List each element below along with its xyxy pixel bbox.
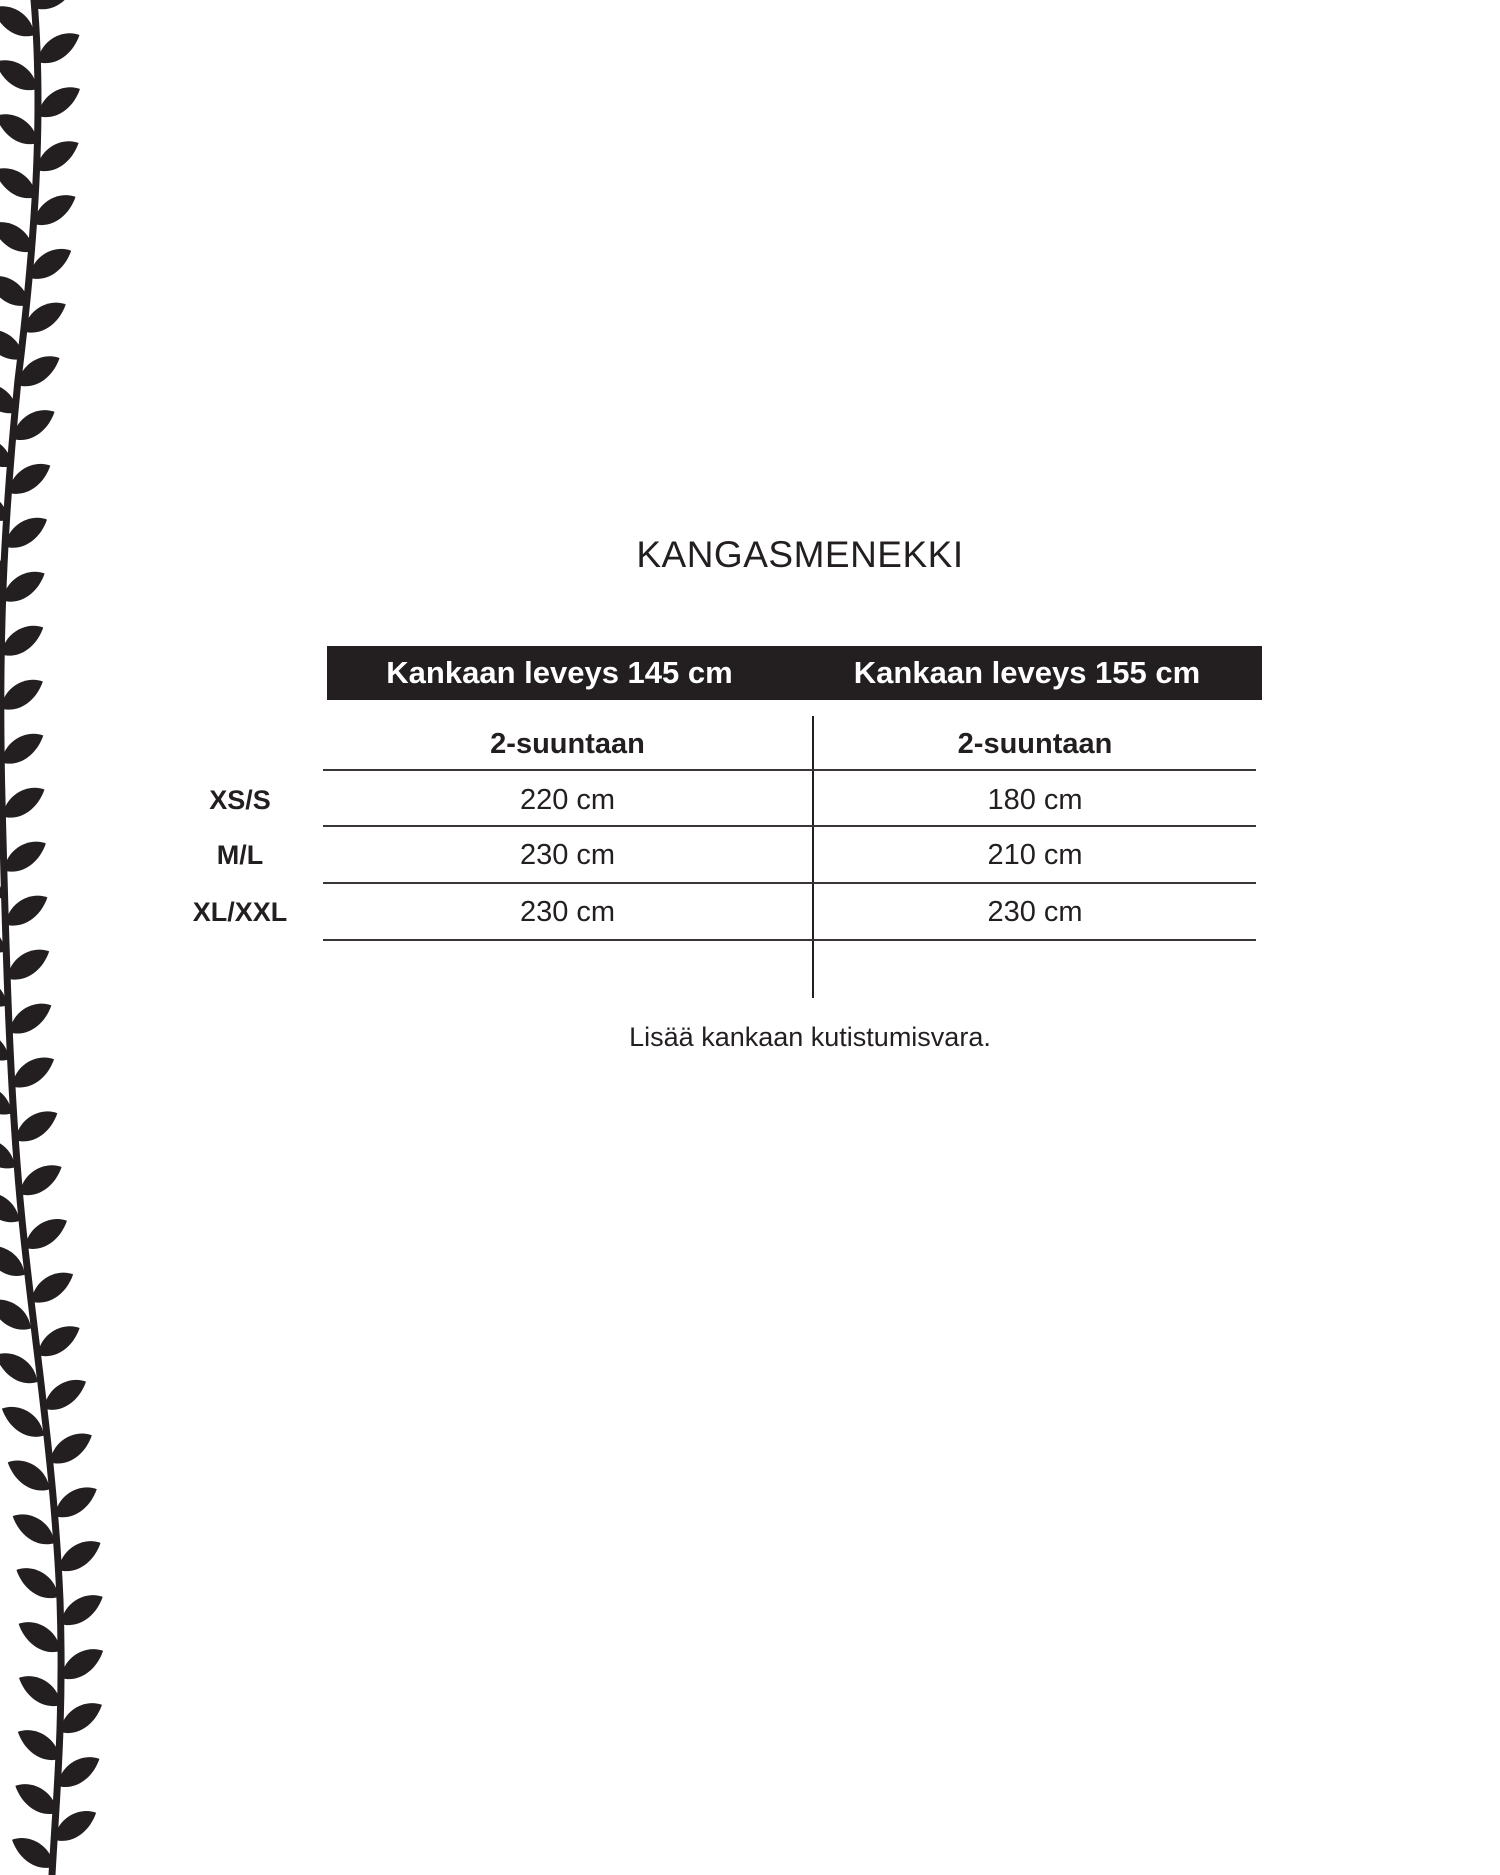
row-label-xl-xxl: XL/XXL (192, 897, 288, 927)
table-rule (323, 769, 1256, 771)
table-rule (323, 825, 1256, 827)
column-header-145: Kankaan leveys 145 cm (386, 655, 733, 690)
vine-leaf-icon (0, 622, 49, 660)
cell-xl-xxl-145: 230 cm (519, 896, 616, 928)
subheader-145: 2-suuntaan (490, 728, 645, 760)
column-header-155: Kankaan leveys 155 cm (853, 655, 1201, 690)
cell-m-l-145: 230 cm (519, 839, 616, 871)
vine-leaf-icon (44, 1429, 97, 1467)
cell-m-l-155: 210 cm (987, 839, 1083, 871)
subheader-155: 2-suuntaan (957, 728, 1113, 760)
table-header-bar (327, 646, 1262, 700)
vine-leaf-icon (25, 1269, 78, 1307)
vine-leaf-icon (0, 676, 48, 714)
vine-leaf-icon (32, 1322, 85, 1360)
cell-xl-xxl-155: 230 cm (987, 896, 1083, 928)
vine-leaf-icon (0, 784, 50, 822)
page-title: KANGASMENEKKI (636, 534, 964, 575)
table-rule (323, 882, 1256, 884)
vine-leaf-icon (38, 1376, 91, 1414)
vine-leaf-icon (0, 730, 49, 768)
vine-leaf-icon (19, 1215, 72, 1253)
table-rule (323, 939, 1256, 941)
vine-leaf-icon (0, 838, 51, 876)
shrinkage-note: Lisää kankaan kutistumisvara. (629, 1022, 991, 1052)
row-label-xs-s: XS/S (209, 785, 271, 815)
cell-xs-s-145: 220 cm (519, 784, 616, 816)
row-label-m-l: M/L (216, 840, 264, 870)
cell-xs-s-155: 180 cm (987, 784, 1083, 816)
leaf-vine-border (0, 0, 140, 1875)
